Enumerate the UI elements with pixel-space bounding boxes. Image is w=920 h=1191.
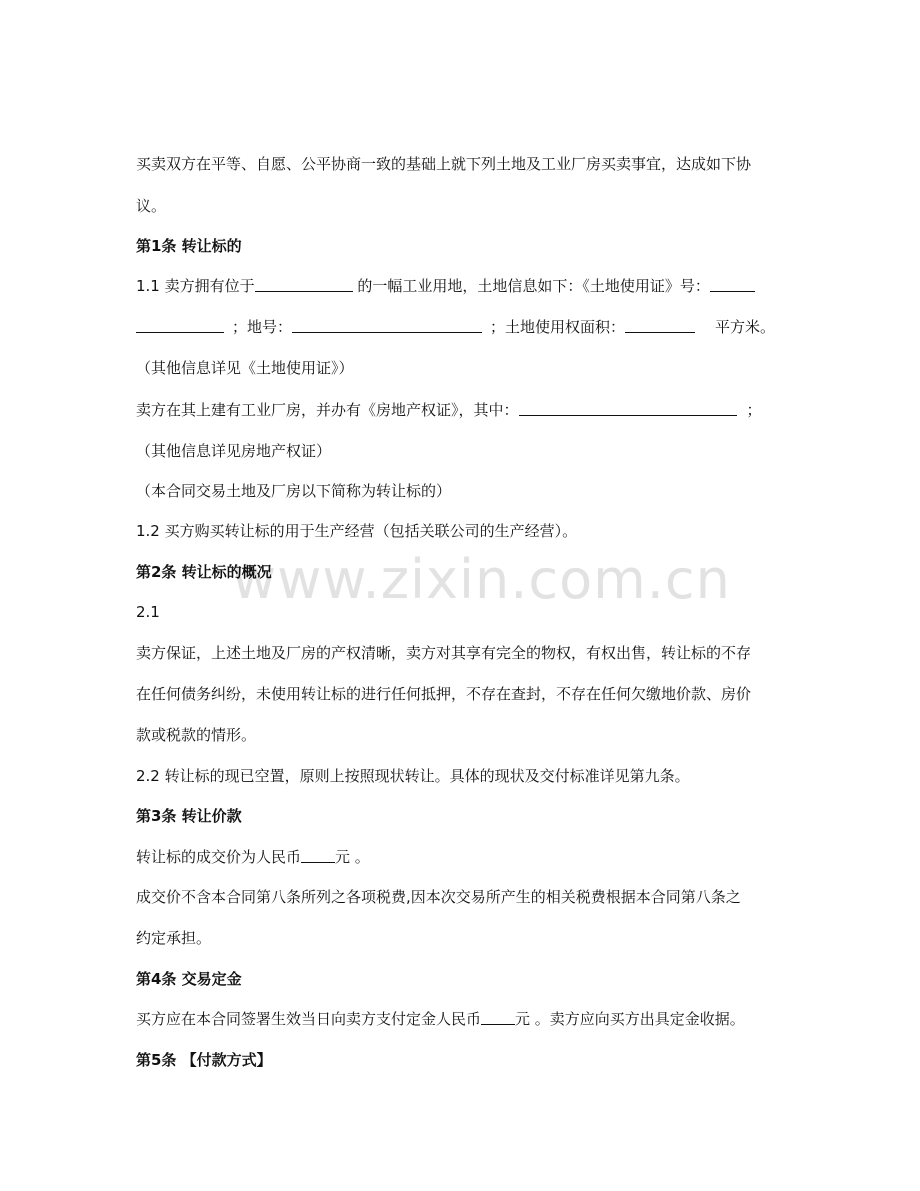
building-line	[136, 400, 762, 420]
watermark: www.zixin.com.cn	[232, 548, 731, 611]
deposit-text: 买方应在本合同签署生效当日向卖方支付定金人民币	[136, 1010, 482, 1028]
deposit-end: 元 。卖方应向买方出具定金收据。	[515, 1010, 745, 1028]
price-unit: 元 。	[335, 848, 370, 866]
price-blank[interactable]	[301, 847, 335, 863]
clause-1-1-note: （其他信息详见《土地使用证》）	[136, 359, 354, 377]
abbreviation-note: （本合同交易土地及厂房以下简称为转让标的）	[136, 482, 452, 500]
price-text: 转让标的成交价为人民币	[136, 848, 302, 866]
article-2-heading: 第2条 转让标的概况	[136, 563, 272, 581]
clause-1-1-line-2	[136, 317, 775, 337]
area-label: ；土地使用权面积：	[490, 318, 626, 336]
price-line	[136, 847, 370, 867]
tax-line-2: 约定承担。	[136, 929, 212, 947]
land-cert-blank-1[interactable]	[710, 276, 755, 292]
lot-number-label: ；地号：	[232, 318, 293, 336]
article-4-heading: 第4条 交易定金	[136, 970, 242, 988]
clause-1-1-text-b: 的一幅工业用地，土地信息如下：《土地使用证》号：	[352, 277, 710, 295]
deposit-line	[136, 1009, 745, 1029]
intro-line-2: 议。	[136, 197, 167, 215]
article-3-heading: 第3条 转让价款	[136, 807, 242, 825]
clause-1-1-line-1	[136, 276, 755, 296]
land-cert-blank-2[interactable]	[136, 317, 224, 333]
article-1-heading: 第1条 转让标的	[136, 237, 242, 255]
tax-line-1: 成交价不含本合同第八条所列之各项税费,因本次交易所产生的相关税费根据本合同第八条之	[136, 888, 741, 906]
article-5-heading: 第5条 【付款方式】	[136, 1051, 272, 1069]
clause-2-1-line-2: 在任何债务纠纷，未使用转让标的进行任何抵押，不存在查封，不存在任何欠缴地价款、房价	[136, 685, 752, 703]
building-note: （其他信息详见房地产权证）	[136, 442, 332, 460]
clause-2-1-number: 2.1	[136, 603, 160, 621]
clause-1-2: 1.2 买方购买转让标的用于生产经营（包括关联公司的生产经营）。	[136, 522, 578, 540]
clause-2-1-line-1: 卖方保证，上述土地及厂房的产权清晰，卖方对其享有完全的物权，有权出售，转让标的不存	[136, 644, 752, 662]
clause-2-2: 2.2 转让标的现已空置，原则上按照现状转让。具体的现状及交付标准详见第九条。	[136, 767, 690, 785]
clause-2-1-line-3: 款或税款的情形。	[136, 726, 257, 744]
area-blank[interactable]	[625, 317, 695, 333]
lot-number-blank[interactable]	[292, 317, 482, 333]
building-text: 卖方在其上建有工业厂房，并办有《房地产权证》，其中：	[136, 401, 519, 419]
area-unit: 平方米。	[715, 318, 776, 336]
clause-1-1-text-a: 1.1 卖方拥有位于	[136, 277, 255, 295]
building-blank[interactable]	[519, 400, 737, 416]
location-blank[interactable]	[255, 276, 353, 292]
intro-line-1: 买卖双方在平等、自愿、公平协商一致的基础上就下列土地及工业厂房买卖事宜，达成如下协	[136, 155, 752, 173]
deposit-blank[interactable]	[481, 1009, 515, 1025]
building-end: ；	[746, 401, 762, 419]
